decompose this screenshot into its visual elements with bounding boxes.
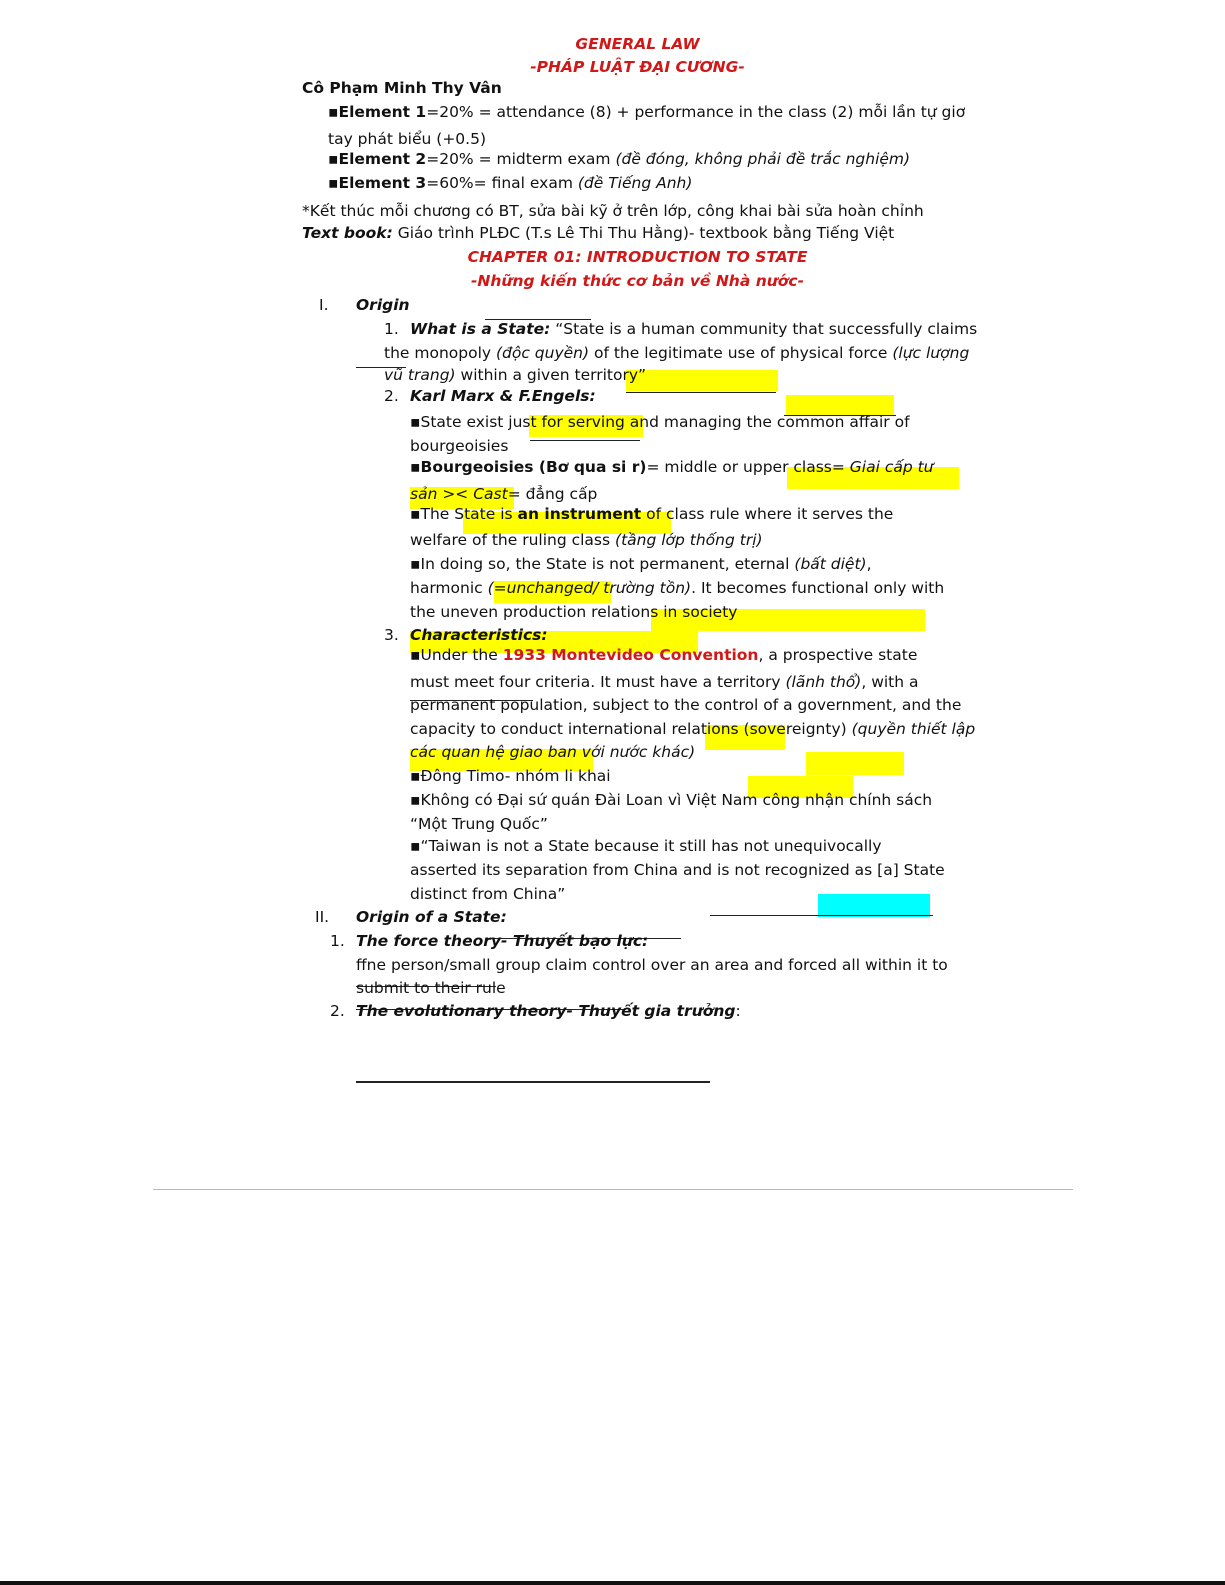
characteristics-bullet-4-cont: asserted its separation from China and is not recognized as [a] State — [410, 861, 945, 879]
characteristics-heading: Characteristics: — [410, 626, 548, 644]
marx-bullet-4-cont: harmonic (=unchanged/ trường tồn). It becomes functional only with — [410, 579, 945, 597]
underline-mark — [530, 440, 640, 441]
doc-subtitle: -PHÁP LUẬT ĐẠI CƯƠNG- — [530, 58, 745, 76]
characteristics-bullet-1-cont: must meet four criteria. It must have a territory (lãnh thổ), with a — [410, 673, 919, 691]
characteristics-bullet-1-cont2: permanent population, subject to the control of a government, and the — [410, 696, 962, 714]
characteristics-bullet-3-cont: “Một Trung Quốc” — [410, 815, 548, 833]
section-title: Origin of a State: — [356, 908, 507, 926]
note-line: *Kết thúc mỗi chương có BT, sửa bài kỹ ở trên lớp, công khai bài sửa hoàn chỉnh — [302, 202, 924, 220]
underline-mark — [710, 915, 933, 916]
underline-mark — [356, 1081, 710, 1083]
item-number: 2. — [330, 1002, 345, 1020]
force-theory-heading: The force theory- Thuyết bạo lực: — [356, 932, 649, 950]
characteristics-bullet-1-cont3: capacity to conduct international relations (sovereignty) (quyền thiết lập — [410, 720, 976, 738]
item-number: 1. — [384, 320, 399, 338]
marx-bullet-3: ▪The State is an instrument of class rule where it serves the — [410, 505, 894, 523]
textbook-line: Text book: Giáo trình PLĐC (T.s Lê Thi Thu Hằng)- textbook bằng Tiếng Việt — [302, 224, 895, 242]
marx-bullet-2: ▪Bourgeoisies (Bơ qua si r)= middle or upper class= Giai cấp tư — [410, 458, 934, 476]
section-title: Origin — [356, 296, 410, 314]
page-separator — [153, 1189, 1073, 1190]
highlight-mark-cyan — [818, 894, 930, 917]
marx-bullet-4-cont2: the uneven production relations in society — [410, 603, 738, 621]
item-number: 1. — [330, 932, 345, 950]
characteristics-bullet-4: ▪“Taiwan is not a State because it still has not unequivocally — [410, 837, 882, 855]
marx-bullet-1: ▪State exist just for serving and managing the common affair of — [410, 413, 910, 431]
highlight-mark — [626, 370, 778, 391]
marx-bullet-1-cont: bourgeoisies — [410, 437, 509, 455]
state-definition-line3: vũ trang) within a given territory” — [384, 366, 647, 384]
marx-bullet-4: ▪In doing so, the State is not permanent, eternal (bất diệt), — [410, 555, 872, 573]
element-1-cont: tay phát biểu (+0.5) — [328, 130, 487, 148]
characteristics-bullet-3: ▪Không có Đại sứ quán Đài Loan vì Việt Nam công nhận chính sách — [410, 791, 933, 809]
item-number: 2. — [384, 387, 399, 405]
state-definition: What is a State: “State is a human community that successfully claims — [410, 320, 978, 338]
bottom-border — [0, 1581, 1225, 1585]
characteristics-bullet-2: ▪Đông Timo- nhóm li khai — [410, 767, 611, 785]
item-number: 3. — [384, 626, 399, 644]
element-1: ▪Element 1=20% = attendance (8) + performance in the class (2) mỗi lần tự giơ — [328, 103, 966, 121]
element-2: ▪Element 2=20% = midterm exam (đề đóng, không phải đề trắc nghiệm) — [328, 150, 911, 168]
teacher-name: Cô Phạm Minh Thy Vân — [302, 79, 502, 97]
characteristics-bullet-4-cont2: distinct from China” — [410, 885, 566, 903]
evolutionary-theory-heading: The evolutionary theory- Thuyết gia trưởng: — [356, 1002, 741, 1020]
marx-bullet-3-cont: welfare of the ruling class (tầng lớp thống trị) — [410, 531, 763, 549]
doc-title: GENERAL LAW — [575, 35, 700, 53]
state-definition-line2: the monopoly (độc quyền) of the legitimate use of physical force (lực lượng — [384, 344, 970, 362]
force-theory-text-cont: submit to their rule — [356, 979, 506, 997]
characteristics-bullet-1-cont4: các quan hệ giao ban với nước khác) — [410, 743, 696, 761]
force-theory-text: ffne person/small group claim control over an area and forced all within it to — [356, 956, 948, 974]
highlight-mark — [806, 752, 904, 775]
element-3: ▪Element 3=60%= final exam (đề Tiếng Anh) — [328, 174, 693, 192]
characteristics-bullet-1: ▪Under the 1933 Montevideo Convention, a prospective state — [410, 646, 918, 664]
underline-mark — [626, 392, 776, 393]
chapter-title: CHAPTER 01: INTRODUCTION TO STATE — [467, 248, 808, 266]
marx-engels-heading: Karl Marx & F.Engels: — [410, 387, 596, 405]
chapter-subtitle: -Những kiến thức cơ bản về Nhà nước- — [470, 272, 805, 290]
section-numeral: I. — [319, 296, 329, 314]
section-numeral: II. — [315, 908, 330, 926]
marx-bullet-2-cont: sản >< Cast= đẳng cấp — [410, 485, 598, 503]
